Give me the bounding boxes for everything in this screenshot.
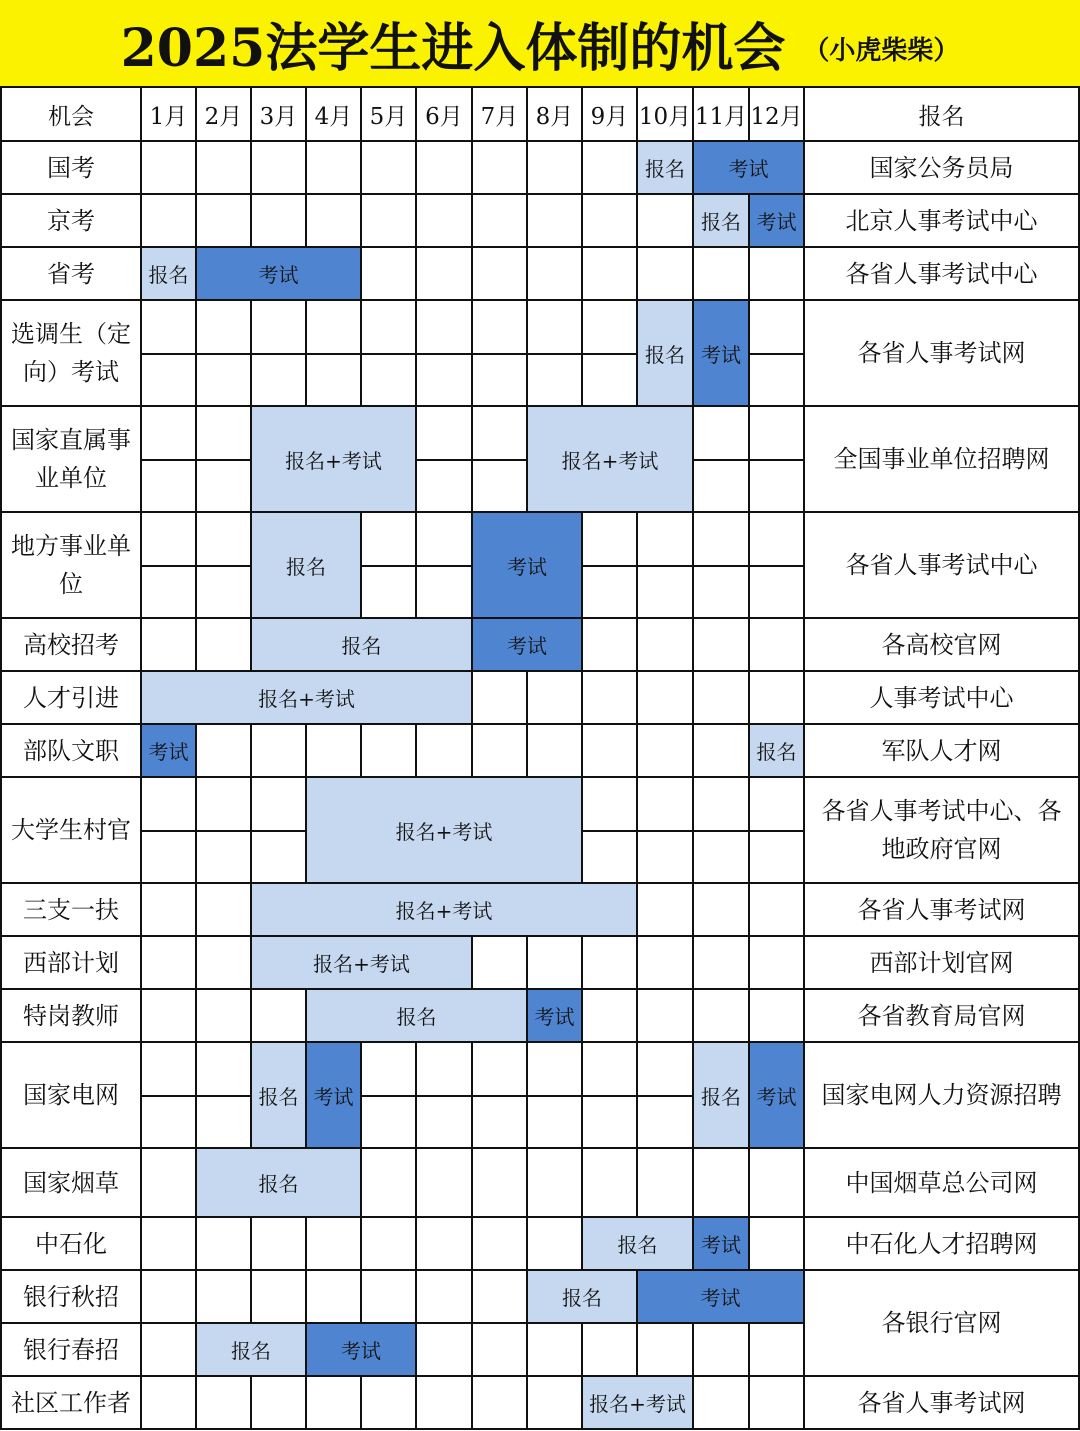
row-name: 大学生村官 [0, 778, 142, 884]
month-cell [638, 672, 694, 725]
month-cell [307, 1377, 362, 1430]
month-cell [252, 1271, 307, 1324]
month-cell [750, 248, 805, 301]
signup-bar: 报名 [638, 301, 694, 407]
row-name: 高校招考 [0, 619, 142, 672]
month-cell [417, 1377, 473, 1430]
registration-site: 中石化人才招聘网 [805, 1218, 1080, 1271]
month-cell [197, 990, 252, 1043]
grid-line [750, 353, 805, 355]
month-cell [142, 884, 197, 937]
row-name: 中石化 [0, 1218, 142, 1271]
signup-bar: 报名 [197, 1149, 362, 1218]
row-name: 省考 [0, 248, 142, 301]
month-cell [473, 672, 528, 725]
row-name: 选调生（定向）考试 [0, 301, 142, 407]
exam-bar: 考试 [473, 619, 583, 672]
month-cell [473, 1218, 528, 1271]
month-cell [362, 725, 417, 778]
month-cell [694, 619, 750, 672]
registration-site: 西部计划官网 [805, 937, 1080, 990]
grid-line [694, 459, 750, 461]
row-name: 社区工作者 [0, 1377, 142, 1430]
month-cell [362, 142, 417, 195]
month-cell [694, 672, 750, 725]
registration-site: 国家电网人力资源招聘 [805, 1043, 1080, 1149]
month-cell [583, 725, 638, 778]
month-cell [252, 195, 307, 248]
registration-site: 各银行官网 [805, 1271, 1080, 1377]
month-cell [197, 725, 252, 778]
month-cell [583, 195, 638, 248]
row-name: 银行秋招 [0, 1271, 142, 1324]
header-registration: 报名 [805, 88, 1080, 142]
registration-site: 各省人事考试网 [805, 884, 1080, 937]
month-cell [252, 725, 307, 778]
exam-bar: 考试 [694, 142, 805, 195]
grid-line [417, 459, 473, 461]
registration-site: 国家公务员局 [805, 142, 1080, 195]
month-cell [362, 1149, 417, 1218]
month-cell [638, 990, 694, 1043]
month-cell [142, 990, 197, 1043]
row-name: 国家烟草 [0, 1149, 142, 1218]
row-name: 国考 [0, 142, 142, 195]
month-cell [252, 142, 307, 195]
row-name: 地方事业单位 [0, 513, 142, 619]
signup-bar: 报名 [694, 1043, 750, 1149]
signup-bar: 报名+考试 [583, 1377, 694, 1430]
page-title: 2025法学生进入体制的机会 [120, 17, 786, 79]
grid-line [142, 459, 197, 461]
month-cell [638, 884, 694, 937]
signup-bar: 报名 [307, 990, 528, 1043]
month-cell [142, 1218, 197, 1271]
month-cell [694, 1149, 750, 1218]
month-cell [142, 619, 197, 672]
month-cell [417, 1218, 473, 1271]
month-cell [528, 142, 583, 195]
month-cell [362, 195, 417, 248]
month-cell [142, 1149, 197, 1218]
month-cell [694, 937, 750, 990]
month-cell [417, 248, 473, 301]
month-cell [750, 672, 805, 725]
month-cell [528, 937, 583, 990]
registration-site: 各省人事考试中心、各地政府官网 [805, 778, 1080, 884]
registration-site: 各省人事考试网 [805, 1377, 1080, 1430]
signup-bar: 报名 [252, 1043, 307, 1149]
month-cell [417, 1271, 473, 1324]
signup-bar: 报名 [197, 1324, 307, 1377]
author-label: （小虎柴柴） [803, 35, 960, 66]
row-name: 人才引进 [0, 672, 142, 725]
grid-line [694, 830, 750, 832]
month-cell [473, 142, 528, 195]
month-cell [694, 725, 750, 778]
month-cell [197, 937, 252, 990]
month-cell [307, 142, 362, 195]
month-cell [750, 990, 805, 1043]
month-cell [528, 195, 583, 248]
grid-line [142, 353, 197, 355]
month-cell [417, 1324, 473, 1377]
month-cell [638, 195, 694, 248]
exam-bar: 考试 [750, 195, 805, 248]
month-cell [142, 1377, 197, 1430]
signup-bar: 报名+考试 [252, 407, 417, 513]
registration-site: 各省人事考试中心 [805, 513, 1080, 619]
month-cell [694, 884, 750, 937]
exam-bar: 考试 [473, 513, 583, 619]
grid-line [528, 1095, 583, 1097]
signup-bar: 报名 [142, 248, 197, 301]
header-month-12: 12月 [750, 88, 805, 142]
exam-bar: 考试 [197, 248, 362, 301]
month-cell [638, 619, 694, 672]
month-cell [142, 937, 197, 990]
month-cell [473, 248, 528, 301]
grid-line [142, 830, 197, 832]
grid-line [362, 353, 417, 355]
grid-line [197, 565, 252, 567]
header-month-1: 1月 [142, 88, 197, 142]
header-month-3: 3月 [252, 88, 307, 142]
registration-site: 各省人事考试网 [805, 301, 1080, 407]
month-cell [197, 142, 252, 195]
row-name: 国家直属事业单位 [0, 407, 142, 513]
month-cell [417, 1149, 473, 1218]
month-cell [197, 195, 252, 248]
signup-bar: 报名 [528, 1271, 638, 1324]
month-cell [528, 1324, 583, 1377]
header-month-4: 4月 [307, 88, 362, 142]
month-cell [473, 937, 528, 990]
month-cell [252, 1218, 307, 1271]
grid-line [417, 353, 473, 355]
signup-bar: 报名 [252, 513, 362, 619]
grid-line [473, 1095, 528, 1097]
grid-line [583, 353, 638, 355]
month-cell [142, 142, 197, 195]
month-cell [473, 1271, 528, 1324]
row-name: 部队文职 [0, 725, 142, 778]
grid-line [638, 1095, 694, 1097]
row-name: 西部计划 [0, 937, 142, 990]
grid-line [694, 565, 750, 567]
grid-line [473, 459, 528, 461]
month-cell [750, 1149, 805, 1218]
month-cell [197, 1218, 252, 1271]
month-cell [307, 725, 362, 778]
month-cell [362, 248, 417, 301]
grid-line [252, 353, 307, 355]
exam-bar: 考试 [694, 301, 750, 407]
month-cell [473, 195, 528, 248]
registration-site: 军队人才网 [805, 725, 1080, 778]
grid-line [197, 830, 252, 832]
month-cell [583, 619, 638, 672]
month-cell [694, 1377, 750, 1430]
month-cell [528, 1149, 583, 1218]
exam-bar: 考试 [307, 1043, 362, 1149]
grid-line [197, 459, 252, 461]
month-cell [528, 725, 583, 778]
exam-bar: 考试 [142, 725, 197, 778]
signup-bar: 报名 [638, 142, 694, 195]
month-cell [362, 1271, 417, 1324]
exam-bar: 考试 [638, 1271, 805, 1324]
month-cell [583, 672, 638, 725]
month-cell [694, 1324, 750, 1377]
grid-line [750, 565, 805, 567]
month-cell [638, 937, 694, 990]
signup-bar: 报名+考试 [142, 672, 473, 725]
month-cell [750, 1377, 805, 1430]
header-month-8: 8月 [528, 88, 583, 142]
month-cell [638, 248, 694, 301]
month-cell [362, 1377, 417, 1430]
signup-bar: 报名+考试 [252, 884, 638, 937]
month-cell [473, 725, 528, 778]
month-cell [694, 990, 750, 1043]
month-cell [638, 1149, 694, 1218]
title-bar [0, 0, 1080, 88]
month-cell [362, 1218, 417, 1271]
grid-line [583, 830, 638, 832]
signup-bar: 报名+考试 [528, 407, 694, 513]
header-month-5: 5月 [362, 88, 417, 142]
month-cell [417, 142, 473, 195]
exam-bar: 考试 [694, 1218, 750, 1271]
grid-line [638, 565, 694, 567]
month-cell [197, 1271, 252, 1324]
exam-bar: 考试 [528, 990, 583, 1043]
month-cell [197, 884, 252, 937]
month-cell [750, 619, 805, 672]
header-month-11: 11月 [694, 88, 750, 142]
header-month-10: 10月 [638, 88, 694, 142]
grid-line [197, 353, 252, 355]
header-opportunity: 机会 [0, 88, 142, 142]
month-cell [750, 1324, 805, 1377]
month-cell [142, 195, 197, 248]
grid-line [252, 830, 307, 832]
grid-line [197, 1095, 252, 1097]
signup-bar: 报名 [252, 619, 473, 672]
month-cell [583, 1149, 638, 1218]
month-cell [142, 1271, 197, 1324]
row-name: 银行春招 [0, 1324, 142, 1377]
grid-line [473, 353, 528, 355]
registration-site: 北京人事考试中心 [805, 195, 1080, 248]
month-cell [252, 990, 307, 1043]
month-cell [750, 1218, 805, 1271]
month-cell [307, 1218, 362, 1271]
month-cell [694, 248, 750, 301]
signup-bar: 报名 [694, 195, 750, 248]
month-cell [638, 1324, 694, 1377]
registration-site: 各省人事考试中心 [805, 248, 1080, 301]
grid-line [417, 565, 473, 567]
month-cell [583, 248, 638, 301]
row-name: 三支一扶 [0, 884, 142, 937]
month-cell [197, 1377, 252, 1430]
schedule-table [0, 88, 1080, 1431]
month-cell [473, 1324, 528, 1377]
month-cell [750, 937, 805, 990]
month-cell [307, 195, 362, 248]
grid-line [528, 353, 583, 355]
month-cell [583, 142, 638, 195]
month-cell [528, 1218, 583, 1271]
registration-site: 全国事业单位招聘网 [805, 407, 1080, 513]
month-cell [142, 1324, 197, 1377]
month-cell [583, 937, 638, 990]
grid-line [307, 353, 362, 355]
registration-site: 人事考试中心 [805, 672, 1080, 725]
signup-bar: 报名+考试 [307, 778, 583, 884]
month-cell [528, 672, 583, 725]
month-cell [252, 1377, 307, 1430]
month-cell [528, 1377, 583, 1430]
registration-site: 中国烟草总公司网 [805, 1149, 1080, 1218]
month-cell [583, 990, 638, 1043]
month-cell [750, 884, 805, 937]
exam-bar: 考试 [750, 1043, 805, 1149]
header-month-9: 9月 [583, 88, 638, 142]
grid-line [750, 459, 805, 461]
grid-line [417, 1095, 473, 1097]
grid-line [362, 1095, 417, 1097]
header-month-2: 2月 [197, 88, 252, 142]
row-name: 京考 [0, 195, 142, 248]
exam-bar: 考试 [307, 1324, 417, 1377]
header-month-7: 7月 [473, 88, 528, 142]
month-cell [417, 195, 473, 248]
registration-site: 各高校官网 [805, 619, 1080, 672]
row-name: 国家电网 [0, 1043, 142, 1149]
signup-bar: 报名 [583, 1218, 694, 1271]
month-cell [638, 725, 694, 778]
month-cell [473, 1377, 528, 1430]
grid-line [362, 565, 417, 567]
month-cell [583, 1324, 638, 1377]
month-cell [197, 619, 252, 672]
registration-site: 各省教育局官网 [805, 990, 1080, 1043]
grid-line [142, 1095, 197, 1097]
month-cell [528, 248, 583, 301]
grid-line [750, 830, 805, 832]
month-cell [417, 725, 473, 778]
grid-line [583, 565, 638, 567]
month-cell [307, 1271, 362, 1324]
signup-bar: 报名 [750, 725, 805, 778]
header-month-6: 6月 [417, 88, 473, 142]
grid-line [583, 1095, 638, 1097]
grid-line [638, 830, 694, 832]
month-cell [473, 1149, 528, 1218]
row-name: 特岗教师 [0, 990, 142, 1043]
signup-bar: 报名+考试 [252, 937, 473, 990]
grid-line [142, 565, 197, 567]
